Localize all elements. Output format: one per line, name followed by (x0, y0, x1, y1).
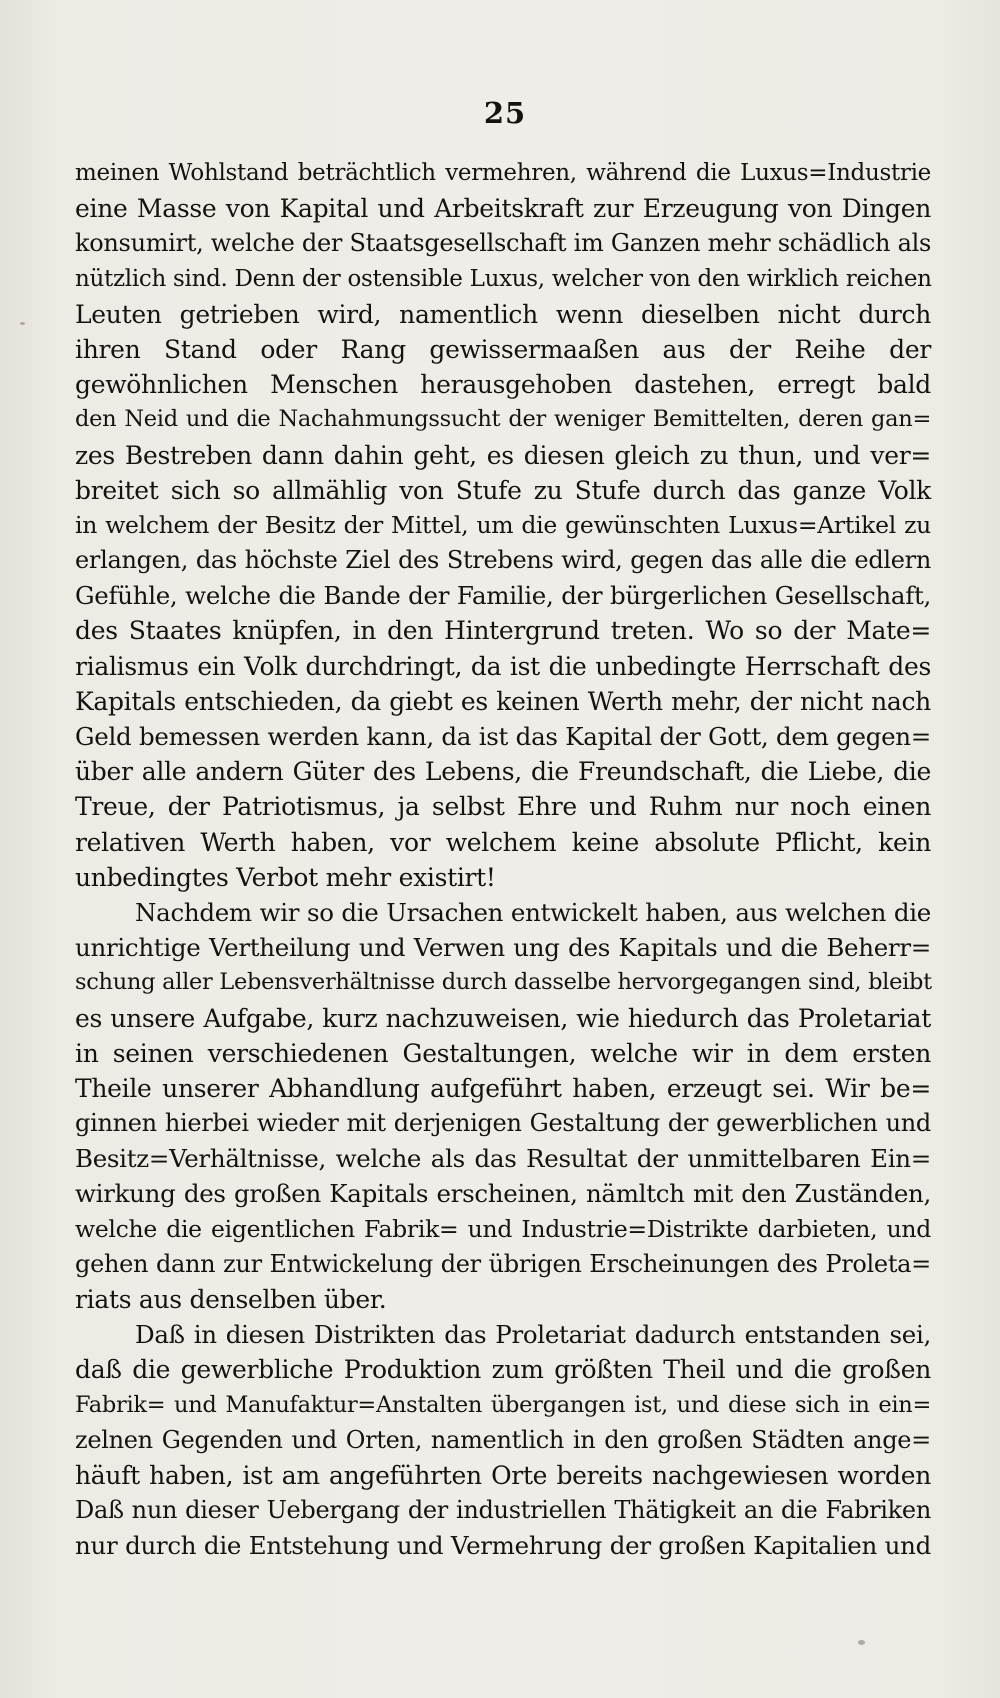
text-line: Fabrik= und Manufaktur=Anstalten übergangen ist, und diese sich in ein= (75, 1391, 931, 1418)
ink-speck (858, 1640, 865, 1645)
ink-speck (20, 322, 25, 325)
text-line: unbedingtes Verbot mehr existirt! (75, 862, 496, 892)
text-line: rialismus ein Volk durchdringt, da ist die unbedingte Herrschaft des (75, 651, 931, 681)
text-line: zelnen Gegenden und Orten, namentlich in den großen Städten ange= (75, 1425, 931, 1454)
text-line: Kapitals entschieden, da giebt es keinen Werth mehr, der nicht nach (75, 686, 931, 716)
text-line: Daß in diesen Distrikten das Proletariat dadurch entstanden sei, (135, 1320, 931, 1350)
text-line: meinen Wohlstand beträchtlich vermehren, während die Luxus=Industrie (75, 160, 931, 186)
text-line: wirkung des großen Kapitals erscheinen, nämltch mit den Zuständen, (75, 1179, 931, 1209)
paragraph-1 (75, 156, 931, 895)
text-line: nützlich sind. Denn der ostensible Luxus, welcher von den wirklich reichen (75, 265, 932, 292)
text-line: über alle andern Güter des Lebens, die Freundschaft, die Liebe, die (75, 757, 931, 787)
text-line: schung aller Lebensverhältnisse durch dasselbe hervorgegangen sind, bleibt (75, 969, 932, 996)
text-line: gewöhnlichen Menschen herausgehoben dastehen, erregt bald (75, 370, 931, 400)
text-line: zes Bestreben dann dahin geht, es diesen gleich zu thun, und ver= (75, 440, 931, 470)
text-line: Daß nun dieser Uebergang der industriellen Thätigkeit an die Fabriken (75, 1496, 931, 1525)
text-line: erlangen, das höchste Ziel des Strebens wird, gegen das alle die edlern (75, 546, 931, 575)
page-number: 25 (483, 96, 527, 130)
text-line: Theile unserer Abhandlung aufgeführt haben, erzeugt sei. Wir be= (75, 1073, 931, 1103)
text-line: in seinen verschiedenen Gestaltungen, welche wir in dem ersten (75, 1038, 931, 1068)
text-line: ihren Stand oder Rang gewissermaaßen aus der Reihe der (75, 334, 931, 364)
body-text (75, 156, 931, 1564)
text-line: Treue, der Patriotismus, ja selbst Ehre und Ruhm nur noch einen (75, 792, 931, 822)
text-line: in welchem der Besitz der Mittel, um die gewünschten Luxus=Artikel zu (75, 510, 931, 539)
text-line: des Staates knüpfen, in den Hintergrund treten. Wo so der Mate= (75, 616, 931, 646)
text-line: daß die gewerbliche Produktion zum größten Theil und die großen (75, 1355, 931, 1385)
text-line: ginnen hierbei wieder mit derjenigen Gestaltung der gewerblichen und (75, 1109, 931, 1138)
text-line: häuft haben, ist am angeführten Orte bereits nachgewiesen worden (75, 1460, 931, 1490)
paragraph-3 (75, 1317, 931, 1563)
paragraph-2 (75, 895, 931, 1317)
text-line: Leuten getrieben wird, namentlich wenn dieselben nicht durch (75, 299, 931, 329)
text-line: konsumirt, welche der Staatsgesellschaft im Ganzen mehr schädlich als (75, 229, 931, 258)
text-line: riats aus denselben über. (75, 1285, 387, 1314)
text-line: welche die eigentlichen Fabrik= und Industrie=Distrikte darbieten, und (75, 1214, 931, 1243)
text-line: nur durch die Entstehung und Vermehrung der großen Kapitalien und (75, 1531, 931, 1561)
text-line: Besitz=Verhältnisse, welche als das Resultat der unmittelbaren Ein= (75, 1144, 931, 1174)
text-line: den Neid und die Nachahmungssucht der weniger Bemittelten, deren gan= (75, 406, 931, 433)
text-line: unrichtige Vertheilung und Verwen ung des Kapitals und die Beherr= (75, 933, 931, 963)
text-line: Geld bemessen werden kann, da ist das Kapital der Gott, dem gegen= (75, 722, 931, 751)
text-line: Gefühle, welche die Bande der Familie, der bürgerlichen Gesellschaft, (75, 581, 931, 611)
text-line: relativen Werth haben, vor welchem keine absolute Pflicht, kein (75, 827, 931, 857)
text-line: breitet sich so allmählig von Stufe zu Stufe durch das ganze Volk (75, 475, 931, 505)
text-line: gehen dann zur Entwickelung der übrigen Erscheinungen des Proleta= (75, 1249, 931, 1278)
text-line: Nachdem wir so die Ursachen entwickelt haben, aus welchen die (135, 897, 931, 927)
text-line: eine Masse von Kapital und Arbeitskraft zur Erzeugung von Dingen (75, 194, 931, 224)
text-line: es unsere Aufgabe, kurz nachzuweisen, wie hiedurch das Proletariat (75, 1003, 931, 1033)
